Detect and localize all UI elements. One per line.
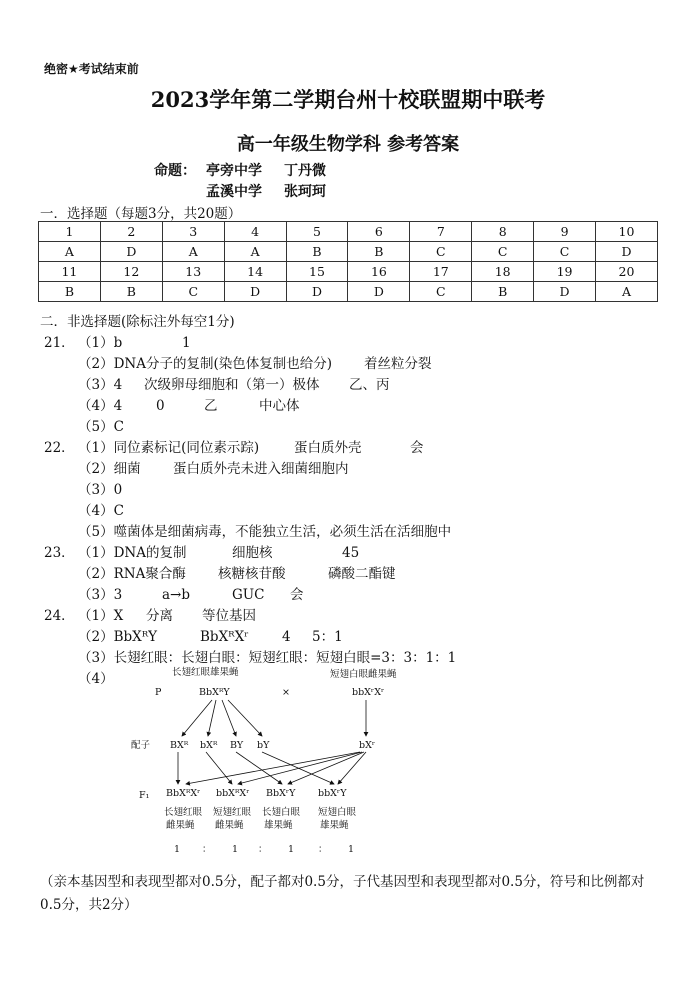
author-row-2	[154, 181, 326, 201]
table-cell: 4	[224, 222, 286, 242]
table-cell: 5	[286, 222, 348, 242]
table-row	[39, 282, 658, 302]
table-cell: B	[472, 282, 534, 302]
author-row-1	[154, 160, 326, 180]
answer-line: （4）C	[78, 503, 124, 519]
author-name: 丁丹微	[284, 163, 326, 179]
question-number: 21．	[44, 335, 75, 351]
gamete: BY	[230, 740, 244, 751]
table-cell: D	[224, 282, 286, 302]
answer-line: （3）4 次级卵母细胞和（第一）极体 乙、丙	[78, 377, 390, 393]
table-cell: D	[534, 282, 596, 302]
table-cell: D	[596, 242, 658, 262]
table-cell: C	[410, 282, 472, 302]
parent1-phenotype: 长翅红眼雄果蝇	[172, 667, 239, 678]
authors-label: 命题：	[154, 163, 196, 179]
parent1-genotype: BbXᴿY	[199, 687, 230, 698]
question-number: 24．	[44, 608, 75, 624]
offspring-sex: 雄果蝇	[264, 820, 293, 831]
parent2-genotype: bbXʳXʳ	[352, 687, 385, 698]
table-cell: 6	[348, 222, 410, 242]
offspring-genotype: BbXᴿXʳ	[166, 788, 201, 799]
ratio-separator: ：	[202, 844, 212, 855]
table-cell: 16	[348, 262, 410, 282]
table-cell: 20	[596, 262, 658, 282]
ratio-value: 1	[348, 844, 355, 855]
offspring-phenotype: 长翅红眼	[164, 807, 203, 818]
answer-line: （5）C	[78, 419, 124, 435]
answer-line: （1）同位素标记(同位素示踪) 蛋白质外壳 会	[78, 440, 424, 456]
table-cell: C	[410, 242, 472, 262]
offspring-sex: 雌果蝇	[215, 820, 244, 831]
ratio-value: 1	[288, 844, 295, 855]
table-cell: 18	[472, 262, 534, 282]
table-cell: 3	[162, 222, 224, 242]
page-title: 高一年级生物学科 参考答案	[236, 134, 460, 155]
table-cell: 17	[410, 262, 472, 282]
answer-line: （2）DNA分子的复制(染色体复制也给分) 着丝粒分裂	[78, 356, 432, 372]
answer-line: （5）噬菌体是细菌病毒，不能独立生活，必须生活在活细胞中	[78, 524, 452, 540]
table-cell: 2	[100, 222, 162, 242]
answer-line: （3）3 a→b GUC 会	[78, 587, 304, 603]
table-cell: 9	[534, 222, 596, 242]
table-cell: C	[162, 282, 224, 302]
author-school: 亭旁中学	[206, 163, 262, 179]
answer-line: （3）0	[78, 482, 123, 498]
parent2-phenotype: 短翅白眼雌果蝇	[330, 669, 397, 680]
table-cell: A	[224, 242, 286, 262]
table-row	[39, 262, 658, 282]
section-1-title: 一．选择题（每题3分，共20题）	[40, 206, 242, 222]
answer-table	[38, 221, 658, 302]
table-cell: B	[100, 282, 162, 302]
table-cell: B	[286, 242, 348, 262]
ratio-separator: ：	[258, 844, 268, 855]
gamete: BXᴿ	[170, 740, 189, 751]
author-name: 张珂珂	[284, 184, 326, 200]
exam-title: 2023学年第二学期台州十校联盟期中联考	[150, 87, 546, 112]
offspring-genotype: bbXᴿXʳ	[216, 788, 250, 799]
offspring-sex: 雌果蝇	[166, 820, 195, 831]
answer-line: （4）4 0 乙 中心体	[78, 398, 300, 414]
table-cell: A	[162, 242, 224, 262]
answer-line: （2）RNA聚合酶 核糖核苷酸 磷酸二酯键	[78, 566, 396, 582]
section-2-title: 二．非选择题(除标注外每空1分)	[40, 314, 235, 330]
table-cell: B	[348, 242, 410, 262]
f1-label: F₁	[139, 790, 150, 801]
gamete: bXᴿ	[200, 740, 218, 751]
cross-symbol: ×	[282, 687, 290, 698]
ratio-separator: ：	[318, 844, 328, 855]
table-cell: 11	[39, 262, 101, 282]
gamete: bXʳ	[359, 740, 376, 751]
table-cell: D	[348, 282, 410, 302]
table-cell: C	[472, 242, 534, 262]
table-cell: 10	[596, 222, 658, 242]
offspring-genotype: BbXʳY	[266, 788, 296, 799]
table-cell: 1	[39, 222, 101, 242]
table-cell: 15	[286, 262, 348, 282]
genetic-cross-diagram	[0, 660, 696, 860]
offspring-phenotype: 长翅白眼	[262, 807, 301, 818]
p-label: P	[155, 687, 162, 698]
table-cell: D	[100, 242, 162, 262]
table-cell: 14	[224, 262, 286, 282]
table-row	[39, 242, 658, 262]
offspring-phenotype: 短翅白眼	[318, 807, 357, 818]
table-cell: B	[39, 282, 101, 302]
offspring-genotype: bbXʳY	[318, 788, 347, 799]
table-cell: 19	[534, 262, 596, 282]
answer-line: （4）	[78, 671, 114, 687]
ratio-value: 1	[174, 844, 181, 855]
answer-line: （1）X 分离 等位基因	[78, 608, 256, 624]
gamete-label: 配子	[131, 740, 151, 751]
question-number: 23．	[44, 545, 75, 561]
offspring-sex: 雄果蝇	[320, 820, 349, 831]
table-cell: D	[286, 282, 348, 302]
table-cell: A	[39, 242, 101, 262]
table-cell: A	[596, 282, 658, 302]
table-cell: 7	[410, 222, 472, 242]
answer-line: （1）b 1	[78, 335, 191, 351]
table-cell: 8	[472, 222, 534, 242]
table-cell: C	[534, 242, 596, 262]
answer-line: （1）DNA的复制 细胞核 45	[78, 545, 360, 561]
ratio-value: 1	[232, 844, 239, 855]
table-cell: 13	[162, 262, 224, 282]
scoring-note: （亲本基因型和表现型都对0.5分，配子都对0.5分，子代基因型和表现型都对0.5分，符号和比例都对0.5分，共2分）	[40, 874, 645, 913]
author-school: 孟溪中学	[206, 184, 262, 200]
question-number: 22．	[44, 440, 75, 456]
table-row	[39, 222, 658, 242]
gamete: bY	[257, 740, 270, 751]
answer-line: （2）BbXᴿY BbXᴿXʳ 4 5：1	[78, 629, 343, 645]
answer-line: （3）长翅红眼：长翅白眼：短翅红眼：短翅白眼=3：3：1：1	[78, 650, 457, 666]
confidential-label: 绝密★考试结束前	[44, 62, 139, 76]
offspring-phenotype: 短翅红眼	[213, 807, 252, 818]
table-cell: 12	[100, 262, 162, 282]
answer-line: （2）细菌 蛋白质外壳未进入细菌细胞内	[78, 461, 349, 477]
